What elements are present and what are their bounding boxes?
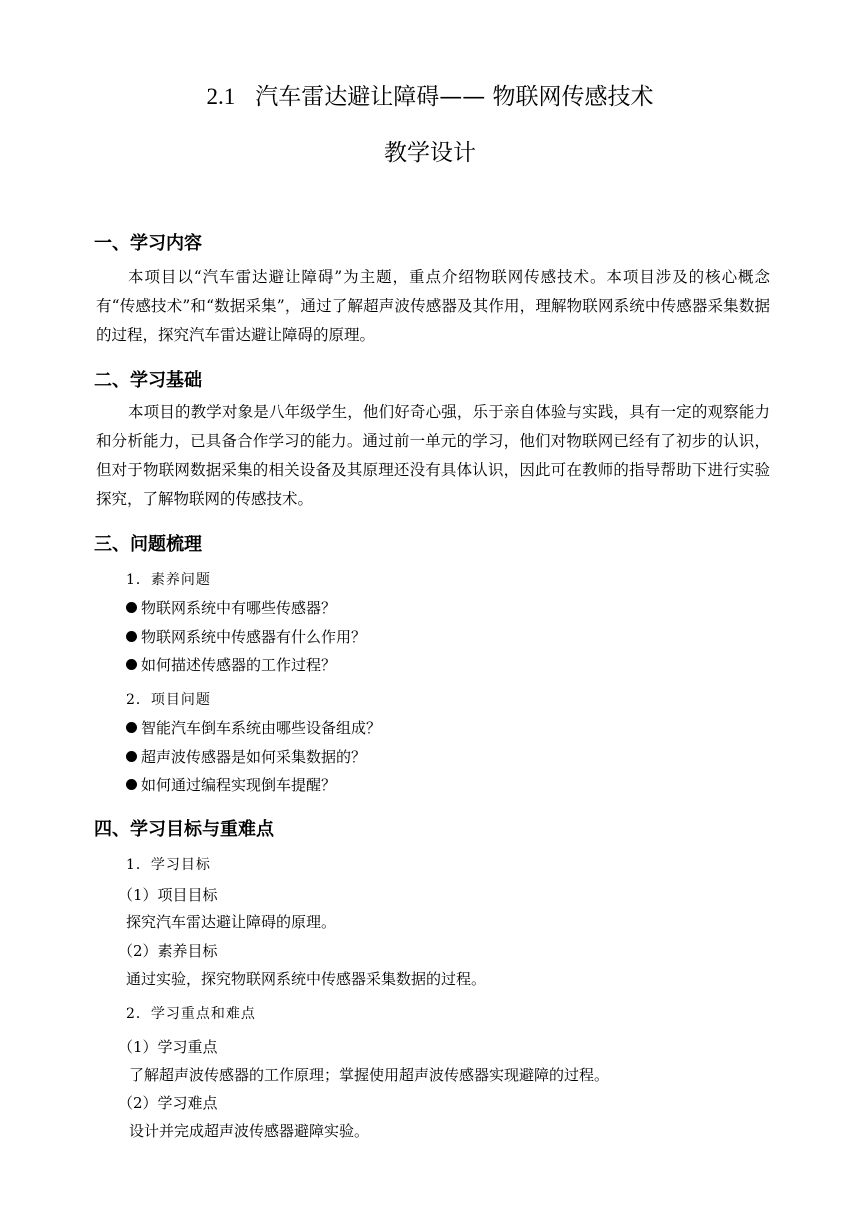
bullet-icon (126, 631, 137, 642)
key-point-text: 了解超声波传感器的工作原理；掌握使用超声波传感器实现避障的过程。 (129, 1066, 610, 1084)
section-heading-content: 一、学习内容 (94, 233, 202, 254)
list-item: 超声波传感器是如何采集数据的？ (126, 746, 366, 767)
goal-text-project: 探究汽车雷达避让障碍的原理。 (126, 913, 337, 931)
section-paragraph-basis: 本项目的教学对象是八年级学生，他们好奇心强，乐于亲自体验与实践，具有一定的观察能力和分析能力，已具备合作学习的能力。通过前一单元的学习，他们对物联网已经有了初步的认识，但对于物联网数据采集的相关设备及其原理还没有具体认识，因此可在教师的指导帮助下进行实验探究，了解物联网的传感技术。 (96, 403, 770, 508)
list-item: 如何通过编程实现倒车提醒？ (126, 774, 336, 795)
list-item: 如何描述传感器的工作过程？ (126, 654, 336, 675)
section-heading-objectives: 四、学习目标与重难点 (94, 819, 274, 840)
page-subtitle: 教学设计 (384, 140, 476, 166)
difficult-point-text: 设计并完成超声波传感器避障实验。 (129, 1122, 370, 1140)
bullet-icon (126, 659, 137, 670)
subheading-key-difficult-points: 2．学习重点和难点 (126, 1006, 256, 1022)
page-title (0, 78, 860, 111)
title-number: 2.1 (206, 84, 236, 109)
section-paragraph-content: 本项目以“汽车雷达避让障碍”为主题，重点介绍物联网传感技术。本项目涉及的核心概念有“传感技术”和“数据采集”，通过了解超声波传感器及其作用，理解物联网系统中传感器采集数据的过程，探究汽车雷达避让障碍的原理。 (96, 268, 770, 344)
subheading-project-questions: 2．项目问题 (126, 692, 211, 708)
bullet-icon (126, 751, 137, 762)
section-heading-questions: 三、问题梳理 (94, 534, 202, 555)
goal-label-literacy: （2）素养目标 (118, 942, 218, 960)
subheading-learning-objectives: 1．学习目标 (126, 857, 211, 873)
list-item: 智能汽车倒车系统由哪些设备组成？ (126, 717, 381, 738)
bullet-icon (126, 602, 137, 613)
title-text: 汽车雷达避让障碍—— 物联网传感技术 (255, 84, 654, 110)
subheading-literacy-questions: 1．素养问题 (126, 572, 211, 588)
list-item: 物联网系统中传感器有什么作用？ (126, 626, 366, 647)
bullet-icon (126, 779, 137, 790)
difficult-point-label: （2）学习难点 (118, 1094, 218, 1112)
list-item: 物联网系统中有哪些传感器？ (126, 597, 336, 618)
goal-label-project: （1）项目目标 (118, 886, 218, 904)
bullet-icon (126, 722, 137, 733)
goal-text-literacy: 通过实验，探究物联网系统中传感器采集数据的过程。 (126, 970, 487, 988)
section-heading-basis: 二、学习基础 (94, 370, 202, 391)
key-point-label: （1）学习重点 (118, 1038, 218, 1056)
